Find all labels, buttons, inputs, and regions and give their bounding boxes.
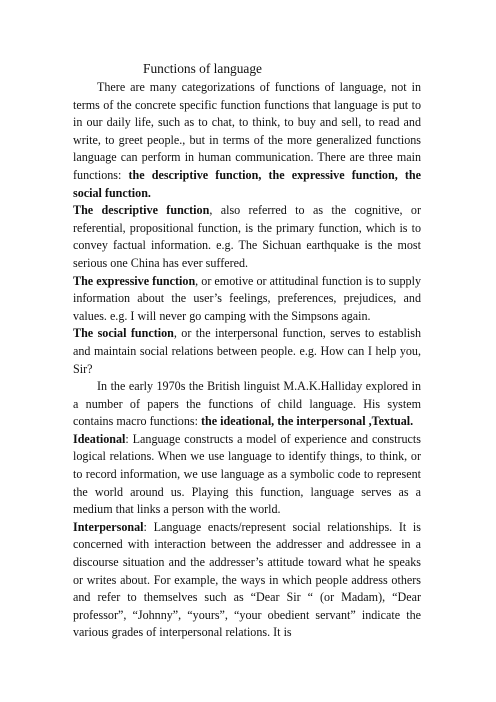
intro-paragraph [73, 79, 421, 202]
descriptive-function-paragraph [73, 202, 421, 272]
descriptive-function-text: , also referred to as the cognitive, or referential, propositional function, is the primary function, which is to convey factual information. e.g. The Sichuan earthquake is the most serious one China has ever suffered. [73, 203, 421, 270]
ideational-text: : Language constructs a model of experience and constructs logical relations. When we use language to identify things, to think, or to record information, we use language as a symbolic code to represent the world around us. Playing this function, language serves as a medium that links a person with the world. [73, 431, 421, 517]
halliday-macro-functions: the ideational, the interpersonal ,Textual. [200, 414, 414, 429]
ideational-term: Ideational [73, 431, 126, 446]
interpersonal-text: : Language enacts/represent social relationships. It is concerned with interaction between the addresser and addressee in a discourse situation and the addresser’s attitude toward what he speaks or writes about. For example, the ways in which people address others and refer to themselves such as “Dear Sir “ (or Madam), “Dear professor”, “Johnny”, “yours”, “your obedient servant” indicate the various grades of interpersonal relations. It is [73, 519, 421, 640]
halliday-text: In the early 1970s the British linguist M.A.K.Halliday explored in a number of papers the functions of child language. His system contains macro functions: [73, 379, 421, 429]
page-title: Functions of language [143, 61, 263, 76]
ideational-paragraph [73, 431, 421, 519]
social-function-paragraph [73, 325, 421, 378]
halliday-paragraph [73, 378, 421, 431]
expressive-function-term: The expressive function [73, 273, 196, 288]
expressive-function-paragraph [73, 273, 421, 326]
social-function-text: , or the interpersonal function, serves to establish and maintain social relations between people. e.g. How can I help you, Sir? [73, 326, 421, 376]
document-body [73, 60, 421, 642]
intro-text: There are many categorizations of functions of language, not in terms of the concrete specific function functions that language is put to in our daily life, such as to chat, to think, to buy and sell, to read and write, to greet people., but in terms of the more generalized functions language can perform in human communication. There are three main functions: [73, 80, 421, 182]
social-function-term: The social function [73, 326, 174, 341]
expressive-function-text: , or emotive or attitudinal function is to supply information about the user’s feelings, preferences, prejudices, and values. e.g. I will never go camping with the Simpsons again. [73, 273, 421, 323]
interpersonal-paragraph [73, 519, 421, 642]
descriptive-function-term: The descriptive function [73, 203, 210, 218]
intro-functions-list: the descriptive function, the expressive function, the social function. [73, 167, 421, 200]
interpersonal-term: Interpersonal [73, 519, 144, 534]
